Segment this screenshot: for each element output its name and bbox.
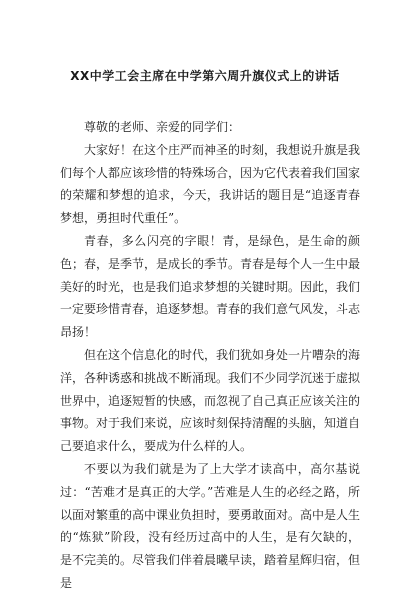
salutation: 尊敬的老师、亲爱的同学们： — [84, 120, 241, 134]
document-title: XX中学工会主席在中学第六周升旗仪式上的讲话 — [70, 69, 340, 83]
document-body — [60, 116, 360, 595]
paragraph-1: 大家好！在这个庄严而神圣的时刻，我想说升旗是我们每个人都应该珍惜的特殊场合，因为它代表着我们国家的荣耀和梦想的追求，今天，我讲话的题目是“追逐青春梦想，勇担时代重任”。 — [60, 142, 361, 226]
paragraph-4: 不要以为我们就是为了上大学才读高中，高尔基说过：“苦难才是真正的大学。”苦难是人生的必经之路，所以面对繁重的高中课业负担时，要勇敢面对。高中是人生的“炼狱”阶段，没有经历过高中的人生，是有欠缺的，是不完美的。尽管我们伴着晨曦早读，踏着星辉归宿，但是 — [60, 461, 361, 590]
paragraph-2: 青春，多么闪亮的字眼！青，是绿色，是生命的颜色；春，是季节，是成长的季节。青春是每个人一生中最美好的时光，也是我们追求梦想的关键时期。因此，我们一定要珍惜青春，追逐梦想。青春的我们意气风发，斗志昂扬！ — [60, 233, 361, 340]
paragraph-3: 但在这个信息化的时代，我们犹如身处一片嘈杂的海洋，各种诱惑和挑战不断涌现。我们不少同学沉迷于虚拟世界中，追逐短暂的快感，而忽视了自己真正应该关注的事物。对于我们来说，应该时刻保持清醒的头脑，知道自己要追求什么，要成为什么样的人。 — [60, 347, 361, 454]
